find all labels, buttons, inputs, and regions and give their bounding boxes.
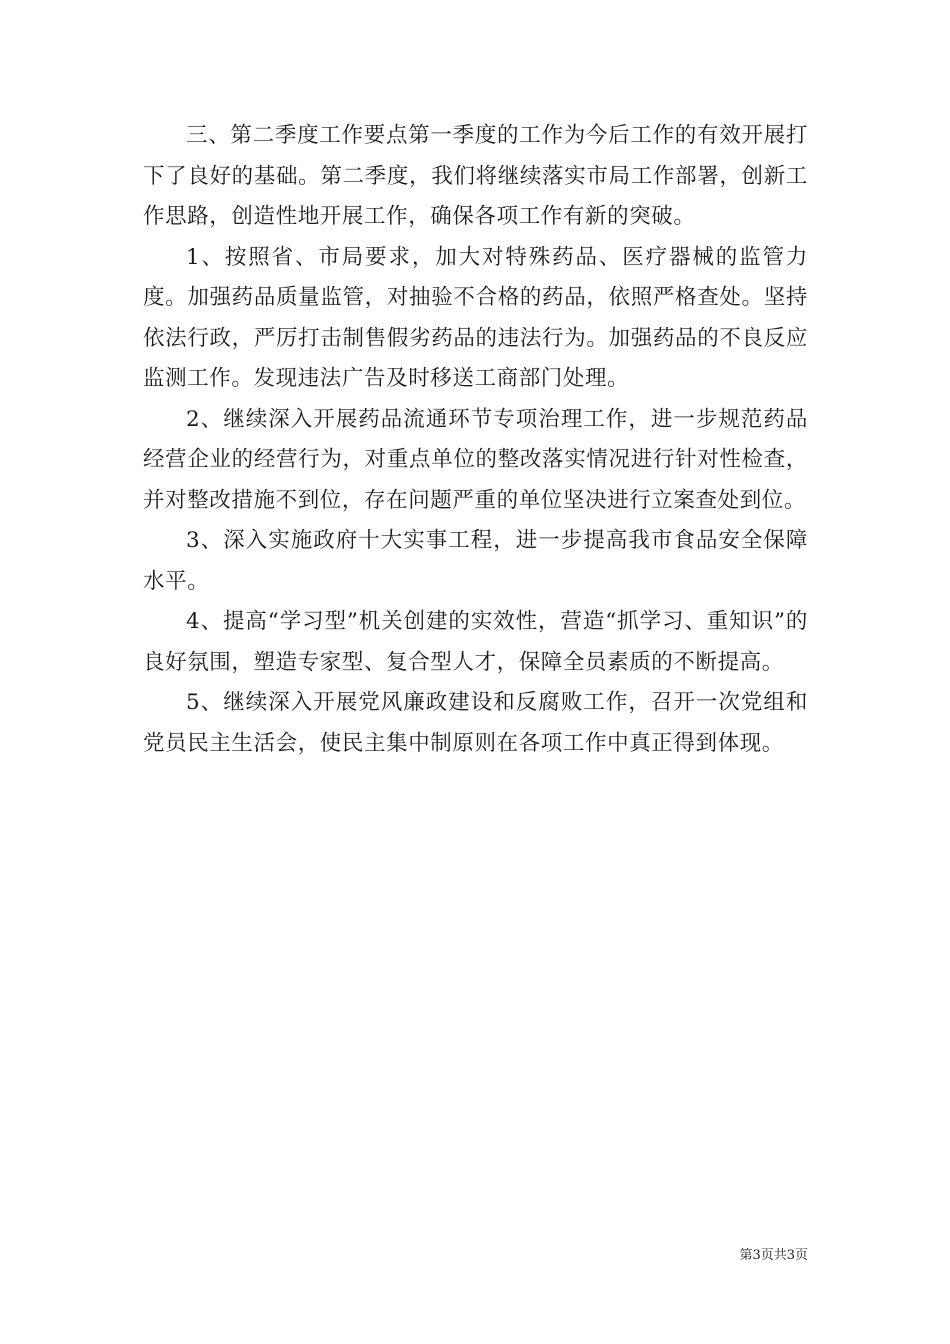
document-body bbox=[143, 116, 808, 764]
paragraph-item-5: 5、继续深入开展党风廉政建设和反腐败工作，召开一次党组和党员民主生活会，使民主集中制原则在各项工作中真正得到体现。 bbox=[143, 690, 808, 756]
paragraph-section-three: 三、第二季度工作要点第一季度的工作为今后工作的有效开展打下了良好的基础。第二季度，我们将继续落实市局工作部署，创新工作思路，创造性地开展工作，确保各项工作有新的突破。 bbox=[143, 123, 808, 229]
paragraph-item-3: 3、深入实施政府十大实事工程，进一步提高我市食品安全保障水平。 bbox=[143, 528, 808, 594]
paragraph-item-2: 2、继续深入开展药品流通环节专项治理工作，进一步规范药品经营企业的经营行为，对重点单位的整改落实情况进行针对性检查，并对整改措施不到位，存在问题严重的单位坚决进行立案查处到位。 bbox=[143, 406, 808, 513]
page-number: 第3页共3页 bbox=[739, 1248, 808, 1263]
paragraph-item-4: 4、提高“学习型”机关创建的实效性，营造“抓学习、重知识”的良好氛围，塑造专家型、复合型人才，保障全员素质的不断提高。 bbox=[143, 609, 808, 675]
paragraph-item-1: 1、按照省、市局要求，加大对特殊药品、医疗器械的监管力度。加强药品质量监管，对抽验不合格的药品，依照严格查处。坚持依法行政，严厉打击制售假劣药品的违法行为。加强药品的不良反应监测工作。发现违法广告及时移送工商部门处理。 bbox=[143, 244, 808, 391]
